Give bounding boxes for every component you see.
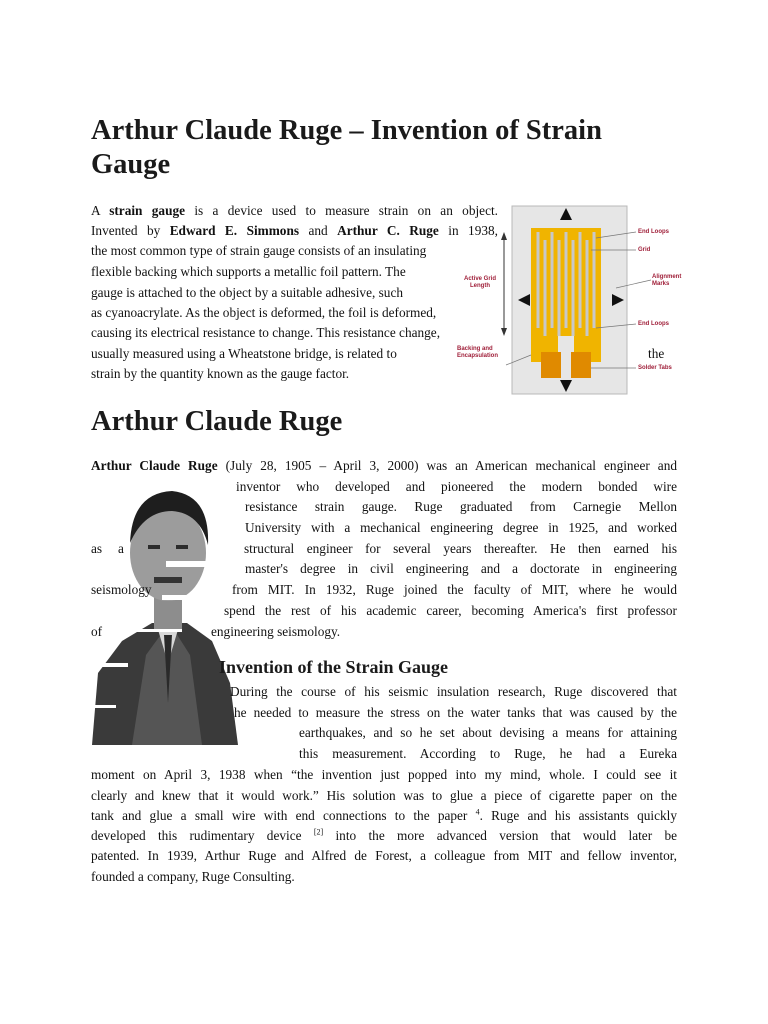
invention-line: this measurement. According to Ruge, he had a Eureka bbox=[299, 746, 677, 761]
portrait-drawing bbox=[92, 473, 242, 745]
portrait-photo bbox=[92, 473, 242, 745]
bio-line-start: a bbox=[118, 541, 124, 556]
intro-line: flexible backing which supports a metallic foil pattern. The bbox=[91, 264, 406, 279]
label-end-loops-top: End Loops bbox=[638, 229, 669, 235]
term-strain-gauge: strain gauge bbox=[109, 203, 186, 218]
intro-line: strain by the quantity known as the gauge factor. bbox=[91, 366, 350, 381]
invention-line: tank and glue a small wire with end connections to the paper $^4$. Ruge and his assistants quickly bbox=[91, 807, 677, 823]
grid-lines bbox=[538, 232, 594, 336]
section-heading-invention: Invention of the Strain Gauge bbox=[219, 657, 449, 677]
name-arthur-claude-ruge: Arthur Claude Ruge bbox=[91, 458, 218, 473]
invention-line: During the course of his seismic insulation research, Ruge discovered that bbox=[230, 684, 677, 699]
label-alignment-marks: Alignment Marks bbox=[652, 274, 682, 287]
label-grid: Grid bbox=[638, 247, 651, 253]
bio-line-start: as bbox=[91, 541, 103, 556]
bio-line: University with a mechanical engineering degree in 1925, and worked bbox=[245, 520, 677, 535]
title-line-1: Arthur Claude Ruge – Invention of Strain bbox=[91, 115, 602, 146]
bio-line: Arthur Claude Ruge (July 28, 1905 – April 3, 2000) was an American mechanical engineer and bbox=[91, 458, 677, 473]
intro-line-end: the bbox=[648, 346, 665, 361]
label-solder-tabs: Solder Tabs bbox=[638, 365, 672, 371]
solder-tab-right bbox=[571, 352, 591, 378]
strain-gauge-diagram bbox=[456, 200, 688, 400]
label-end-loops-bottom: End Loops bbox=[638, 321, 669, 327]
label-backing: Backing and Encapsulation bbox=[457, 346, 499, 359]
citation-ref: [2] bbox=[313, 827, 324, 837]
bio-line: spend the rest of his academic career, becoming America's first professor bbox=[224, 603, 677, 618]
label-active-grid-length: Active Grid Length bbox=[463, 276, 496, 289]
bio-line: master's degree in civil engineering and a doctorate in engineering bbox=[245, 561, 677, 576]
bio-line-start: of bbox=[91, 624, 103, 639]
bio-line: inventor who developed and pioneered the modern bonded wire bbox=[236, 479, 677, 494]
bio-line: resistance strain gauge. Ruge graduated from Carnegie Mellon bbox=[245, 499, 677, 514]
name-ruge: Arthur C. Ruge bbox=[337, 223, 439, 238]
intro-line: the most common type of strain gauge consists of an insulating bbox=[91, 243, 427, 258]
intro-line: as cyanoacrylate. As the object is deformed, the foil is deformed, bbox=[91, 305, 437, 320]
intro-line: Invented by Edward E. Simmons and Arthur C. Ruge in 1938, bbox=[91, 223, 498, 238]
intro-line: gauge is attached to the object by a suitable adhesive, such bbox=[91, 285, 404, 300]
invention-line: founded a company, Ruge Consulting. bbox=[91, 869, 295, 884]
intro-line: usually measured using a Wheatstone bridge, is related to bbox=[91, 346, 397, 361]
bio-line: structural engineer for several years thereafter. He then earned his bbox=[244, 541, 677, 556]
invention-line: patented. In 1939, Arthur Ruge and Alfred de Forest, a colleague from MIT and fellow inventor, bbox=[91, 848, 677, 863]
section-heading-biography: Arthur Claude Ruge bbox=[91, 406, 343, 437]
solder-tab-left bbox=[541, 352, 561, 378]
intro-line: causing its electrical resistance to change. This resistance change, bbox=[91, 325, 441, 340]
invention-line: developed this rudimentary device [2] into the more advanced version that would later be bbox=[91, 827, 677, 843]
invention-line: moment on April 3, 1938 when “the invention just popped into my mind, whole. I could see it bbox=[91, 767, 677, 782]
name-simmons: Edward E. Simmons bbox=[169, 223, 300, 238]
bio-line: engineering seismology. bbox=[211, 624, 341, 639]
title-line-2: Gauge bbox=[91, 149, 171, 180]
footnote-ref: 4 bbox=[475, 807, 480, 817]
invention-line: clearly and knew that it would work.” His solution was to glue a piece of cigarette paper on the bbox=[91, 788, 677, 803]
bio-line-start: seismology bbox=[91, 582, 152, 597]
page-title bbox=[91, 114, 691, 182]
invention-line: earthquakes, and so he set about devising a means for attaining bbox=[299, 725, 677, 740]
intro-line: A strain gauge is a device used to measure strain on an object. bbox=[91, 203, 498, 218]
invention-line: he needed to measure the stress on the water tanks that was caused by the bbox=[234, 705, 677, 720]
bio-line: from MIT. In 1932, Ruge joined the faculty of MIT, where he would bbox=[232, 582, 677, 597]
